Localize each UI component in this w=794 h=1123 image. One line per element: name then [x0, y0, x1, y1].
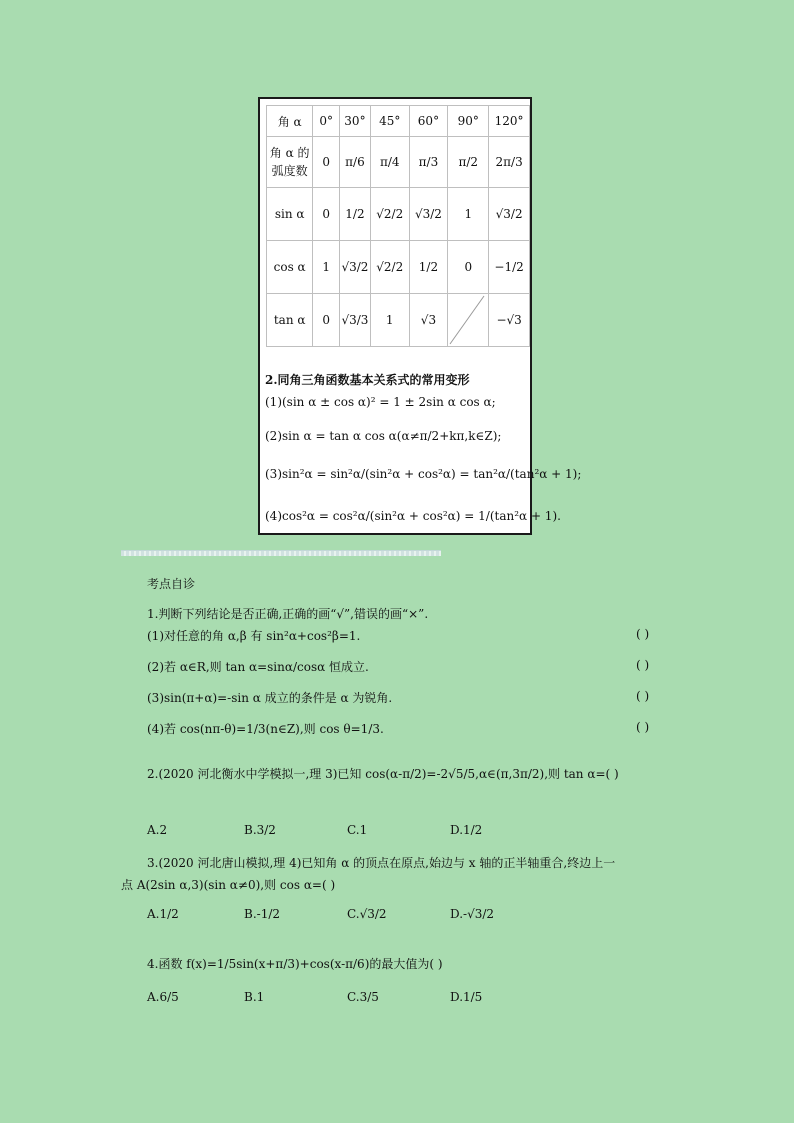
question-3-line1: 3.(2020 河北唐山模拟,理 4)已知角 α 的顶点在原点,始边与 x 轴的正半轴重合,终边上一	[147, 856, 616, 870]
table-header-cell: 角 α	[267, 106, 313, 137]
answer-blank[interactable]: ( )	[636, 658, 650, 672]
question-1-item: (1)对任意的角 α,β 有 sin²α+cos²β=1.	[147, 629, 361, 643]
table-cell: π/3	[409, 137, 448, 188]
table-cell: 0	[313, 294, 340, 347]
question-2: 2.(2020 河北衡水中学模拟一,理 3)已知 cos(α-π/2)=-2√5/5,α∈(π,3π/2),则 tan α=( )	[147, 767, 619, 781]
formula-line: (4)cos²α = cos²α/(sin²α + cos²α) = 1/(tan²α + 1).	[265, 509, 561, 523]
option-c[interactable]: C.√3/2	[347, 907, 387, 921]
formula-line: (3)sin²α = sin²α/(sin²α + cos²α) = tan²α/(tan²α + 1);	[265, 467, 582, 481]
table-cell: 0	[313, 137, 340, 188]
exercise-heading: 考点自诊	[147, 577, 196, 591]
option-b[interactable]: B.-1/2	[244, 907, 280, 921]
table-cell: π/4	[370, 137, 409, 188]
row-label-cos: cos α	[267, 241, 313, 294]
row-label-tan: tan α	[267, 294, 313, 347]
table-cell: √3/2	[409, 188, 448, 241]
table-header-cell: 30°	[339, 106, 370, 137]
table-cell: √3/2	[339, 241, 370, 294]
table-header-cell: 120°	[489, 106, 530, 137]
option-b[interactable]: B.1	[244, 990, 265, 1004]
formula-line: (1)(sin α ± cos α)² = 1 ± 2sin α cos α;	[265, 395, 496, 409]
table-cell: π/2	[448, 137, 489, 188]
option-d[interactable]: D.1/2	[450, 823, 483, 837]
question-1-item: (2)若 α∈R,则 tan α=sinα/cosα 恒成立.	[147, 660, 369, 674]
table-cell: 0	[313, 188, 340, 241]
table-header-cell: 90°	[448, 106, 489, 137]
table-cell: √3/3	[339, 294, 370, 347]
option-b[interactable]: B.3/2	[244, 823, 276, 837]
table-cell: 1	[448, 188, 489, 241]
question-4: 4.函数 f(x)=1/5sin(x+π/3)+cos(x-π/6)的最大值为( )	[147, 957, 443, 971]
undefined-diagonal-cell	[448, 294, 489, 347]
question-3-line2: 点 A(2sin α,3)(sin α≠0),则 cos α=( )	[121, 878, 336, 892]
row-label-radian: 角 α 的 弧度数	[267, 137, 313, 188]
option-d[interactable]: D.-√3/2	[450, 907, 495, 921]
table-cell: √2/2	[370, 241, 409, 294]
option-a[interactable]: A.6/5	[147, 990, 179, 1004]
diagonal-slash-icon	[448, 294, 486, 346]
table-header-cell: 45°	[370, 106, 409, 137]
table-header-cell: 60°	[409, 106, 448, 137]
table-cell: 1/2	[339, 188, 370, 241]
formula-line: (2)sin α = tan α cos α(α≠π/2+kπ,k∈Z);	[265, 429, 502, 443]
option-a[interactable]: A.2	[147, 823, 168, 837]
table-header-cell: 0°	[313, 106, 340, 137]
table-cell: −√3	[489, 294, 530, 347]
question-1-title: 1.判断下列结论是否正确,正确的画“√”,错误的画“×”.	[147, 607, 429, 621]
table-cell: 0	[448, 241, 489, 294]
section2-title: 2.同角三角函数基本关系式的常用变形	[265, 373, 470, 387]
table-cell: 1	[370, 294, 409, 347]
option-a[interactable]: A.1/2	[147, 907, 179, 921]
table-cell: 1	[313, 241, 340, 294]
table-cell: √3/2	[489, 188, 530, 241]
answer-blank[interactable]: ( )	[636, 689, 650, 703]
table-cell: π/6	[339, 137, 370, 188]
option-c[interactable]: C.1	[347, 823, 368, 837]
table-cell: 2π/3	[489, 137, 530, 188]
formula-box	[258, 97, 582, 535]
table-cell: √3	[409, 294, 448, 347]
question-1-item: (4)若 cos(nπ-θ)=1/3(n∈Z),则 cos θ=1/3.	[147, 722, 384, 736]
question-1-item: (3)sin(π+α)=-sin α 成立的条件是 α 为锐角.	[147, 691, 393, 705]
row-label-sin: sin α	[267, 188, 313, 241]
answer-blank[interactable]: ( )	[636, 627, 650, 641]
option-c[interactable]: C.3/5	[347, 990, 379, 1004]
table-cell: √2/2	[370, 188, 409, 241]
trig-values-table	[266, 105, 530, 347]
table-cell: 1/2	[409, 241, 448, 294]
section-divider	[121, 550, 441, 556]
option-d[interactable]: D.1/5	[450, 990, 483, 1004]
table-cell: −1/2	[489, 241, 530, 294]
answer-blank[interactable]: ( )	[636, 720, 650, 734]
